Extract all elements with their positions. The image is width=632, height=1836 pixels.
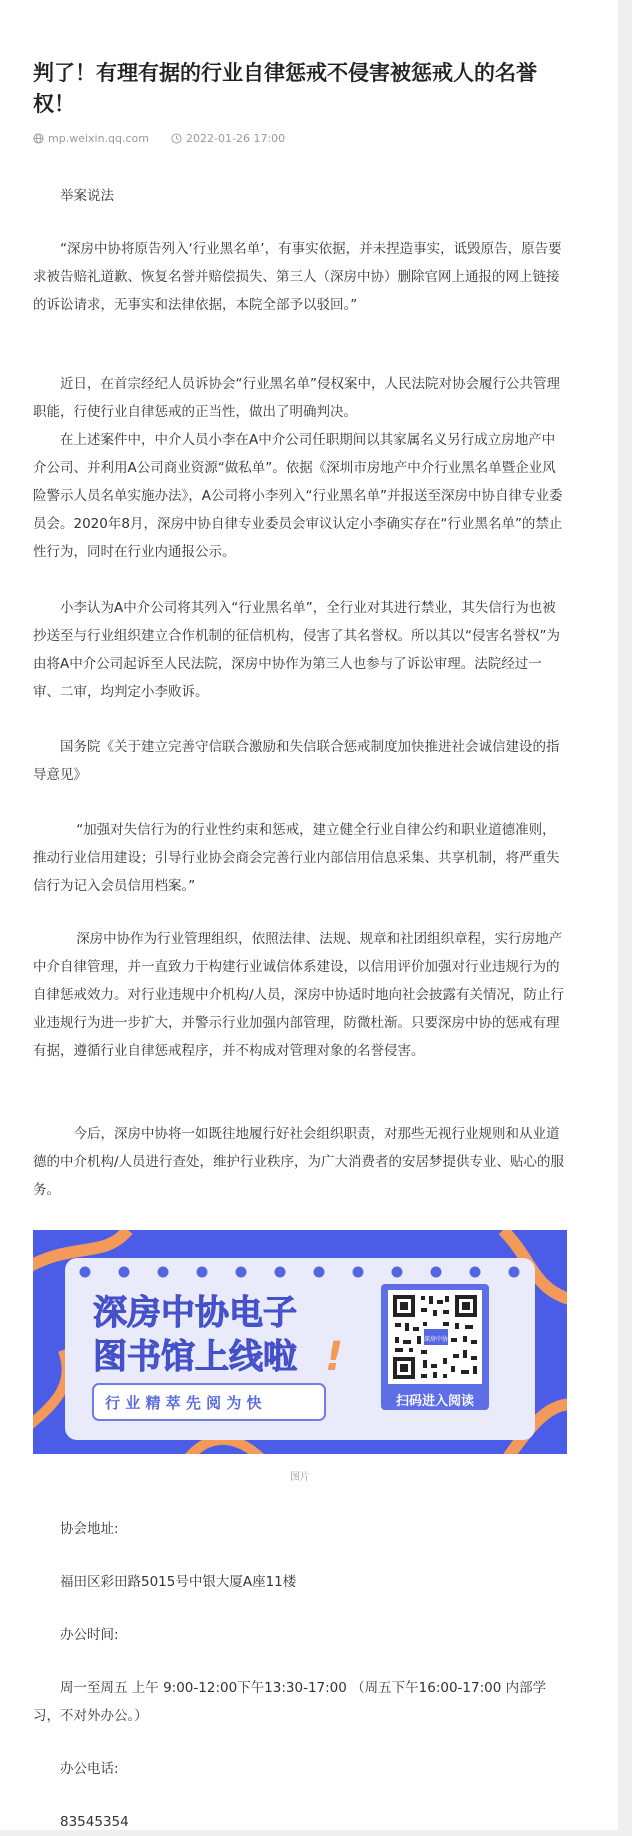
paragraph: “深房中协将原告列入‘行业黑名单’，有事实依据，并未捏造事实，诋毁原告，原告要求被告赔礼道歉、恢复名誉并赔偿损失、第三人（深房中协）删除官网上通报的网上链接的诉讼请求，无事实和法律依据，本院全部予以驳回。” xyxy=(33,241,562,313)
banner-graphic xyxy=(33,1230,567,1454)
image-caption: 图片 xyxy=(290,1472,310,1483)
banner-headline-line1: 深房中协电子 xyxy=(93,1293,297,1333)
paragraph: 深房中协作为行业管理组织，依照法律、法规、规章和社团组织章程，实行房地产中介自律管理，并一直致力于构建行业诚信体系建设，以信用评价加强对行业违规行为的自律惩戒效力。对行业违规中介机构/人员，深房中协适时地向社会披露有关情况，防止行业违规行为进一步扩大，并警示行业加强内部管理，防微杜渐。只要深房中协的惩戒有理有据，遵循行业自律惩戒程序，并不构成对管理对象的名誉侵害。 xyxy=(33,931,565,1059)
contact-line: 办公电话: xyxy=(60,1761,119,1777)
banner-headline-line2: 图书馆上线啦 xyxy=(93,1337,297,1377)
banner-exclaim: ! xyxy=(325,1334,344,1380)
qr-badge: 深房中协 xyxy=(423,1336,449,1343)
article-source[interactable]: mp.weixin.qq.com xyxy=(48,131,150,145)
contact-line: 83545354 xyxy=(60,1814,129,1830)
article-date: 2022-01-26 17:00 xyxy=(186,131,286,145)
contact-line: 协会地址: xyxy=(60,1521,119,1537)
paragraph: 小李认为A中介公司将其列入“行业黑名单”，全行业对其进行禁业，其失信行为也被抄送至与行业组织建立合作机制的征信机构，侵害了其名誉权。所以其以“侵害名誉权”为由将A中介公司起诉至人民法院，深房中协作为第三人也参与了诉讼审理。法院经过一审、二审，均判定小李败诉。 xyxy=(33,600,560,700)
clock-icon xyxy=(171,133,182,144)
contact-line: 周一至周五 上午 9:00-12:00下午13:30-17:00 （周五下午16:00-17:00 内部学习，不对外办公。） xyxy=(33,1680,547,1724)
banner-tagline: 行 业 精 萃 先 阅 为 快 xyxy=(105,1394,262,1412)
paragraph: “加强对失信行为的行业性约束和惩戒，建立健全行业自律公约和职业道德准则，推动行业信用建设；引导行业协会商会完善行业内部信用信息采集、共享机制，将严重失信行为记入会员信用档案。” xyxy=(33,822,560,894)
contact-line: 福田区彩田路5015号中银大厦A座11楼 xyxy=(60,1574,297,1590)
library-banner-image[interactable] xyxy=(33,1230,567,1454)
globe-icon xyxy=(33,133,44,144)
paragraph: 国务院《关于建立完善守信联合激励和失信联合惩戒制度加快推进社会诚信建设的指导意见》 xyxy=(33,739,560,783)
article-meta xyxy=(33,130,285,146)
paragraph: 今后，深房中协将一如既往地履行好社会组织职责，对那些无视行业规则和从业道德的中介机构/人员进行查处，维护行业秩序，为广大消费者的安居梦提供专业、贴心的服务。 xyxy=(33,1126,565,1198)
paragraph: 举案说法 xyxy=(60,188,114,204)
qr-label: 扫码进入阅读 xyxy=(395,1394,475,1409)
contact-line: 办公时间: xyxy=(60,1627,119,1643)
paragraph: 近日，在首宗经纪人员诉协会“行业黑名单”侵权案中，人民法院对协会履行公共管理职能，行使行业自律惩戒的正当性，做出了明确判决。 xyxy=(33,376,560,420)
article-title: 判了！有理有据的行业自律惩戒不侵害被惩戒人的名誉权！ xyxy=(33,61,537,116)
paragraph: 在上述案件中，中介人员小李在A中介公司任职期间以其家属名义另行成立房地产中介公司、并利用A公司商业资源“做私单”。依据《深圳市房地产中介行业黑名单暨企业风险警示人员名单实施办法》，A公司将小李列入“行业黑名单”并报送至深房中协自律专业委员会。2020年8月，深房中协自律专业委员会审议认定小李确实存在“行业黑名单”的禁止性行为，同时在行业内通报公示。 xyxy=(33,432,563,560)
